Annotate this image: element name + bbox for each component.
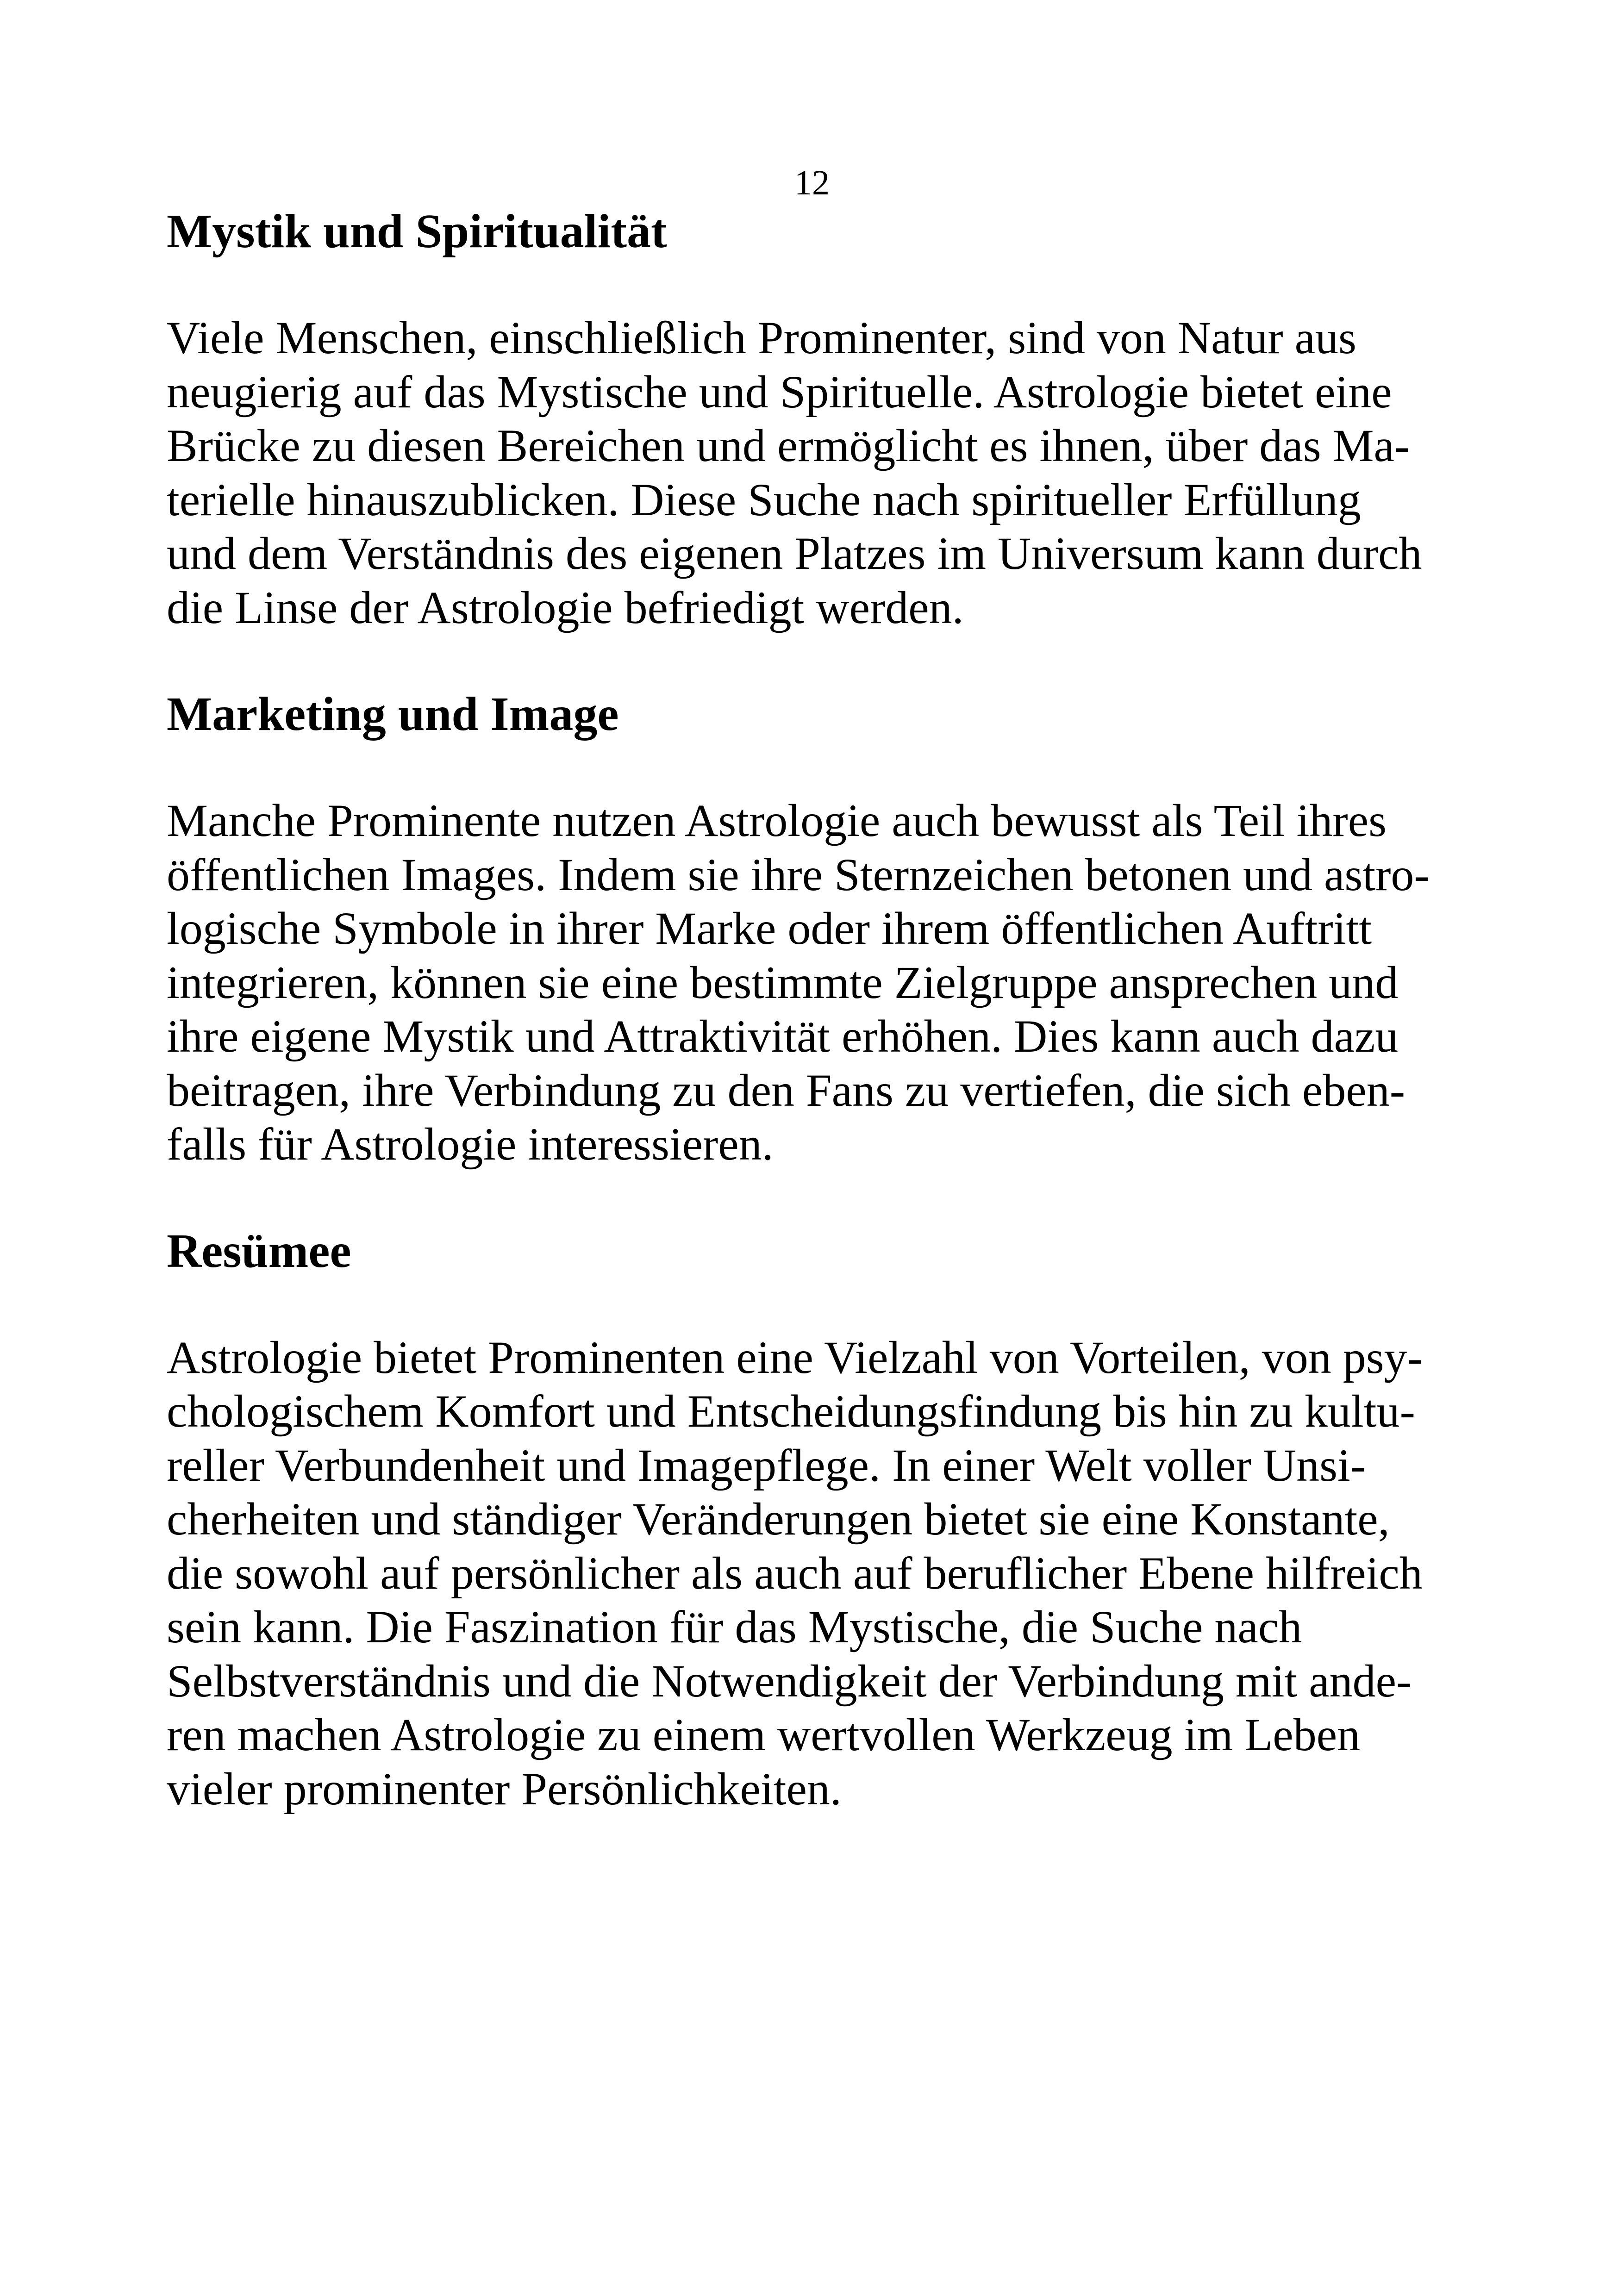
section-body-mystik: Viele Menschen, einschließlich Prominenter, sind von Natur aus neugierig auf das Mystische und Spirituelle. Astrologie bietet eine Brücke zu diesen Bereichen und ermöglicht es ihnen, über das Ma- terielle hinauszublicken. Diese Suche nach spiritueller Erfüllung und dem Verständnis des eigenen Platzes im Universum kann durch die Linse der Astrologie befriedigt werden. <box>167 312 1422 633</box>
section-body-marketing: Manche Prominente nutzen Astrologie auch bewusst als Teil ihres öffentlichen Images. Indem sie ihre Sternzeichen betonen und astro- logische Symbole in ihrer Marke oder ihrem öffentlichen Auftritt integrieren, können sie eine bestimmte Zielgruppe ansprechen und ihre eigene Mystik und Attraktivität erhöhen. Dies kann auch dazu beitragen, ihre Verbindung zu den Fans zu vertiefen, die sich eben- falls für Astrologie interessieren. <box>167 795 1430 1170</box>
page-number: 12 <box>794 163 830 202</box>
page-content <box>167 204 1463 1816</box>
section-heading-resuemee: Resümee <box>167 1224 351 1278</box>
section-heading-marketing: Marketing und Image <box>167 687 619 741</box>
section-body-resuemee: Astrologie bietet Prominenten eine Vielzahl von Vorteilen, von psy- chologischem Komfort und Entscheidungsfindung bis hin zu kultu- reller Verbundenheit und Imagepflege. In einer Welt voller Unsi- cherheiten und ständiger Veränderungen bietet sie eine Konstante, die sowohl auf persönlicher als auch auf beruflicher Ebene hilfreich sein kann. Die Faszination für das Mystische, die Suche nach Selbstverständnis und die Notwendigkeit der Verbindung mit ande- ren machen Astrologie zu einem wertvollen Werkzeug im Leben vieler prominenter Persönlichkeiten. <box>167 1331 1423 1815</box>
section-heading-mystik: Mystik und Spiritualität <box>167 205 667 258</box>
